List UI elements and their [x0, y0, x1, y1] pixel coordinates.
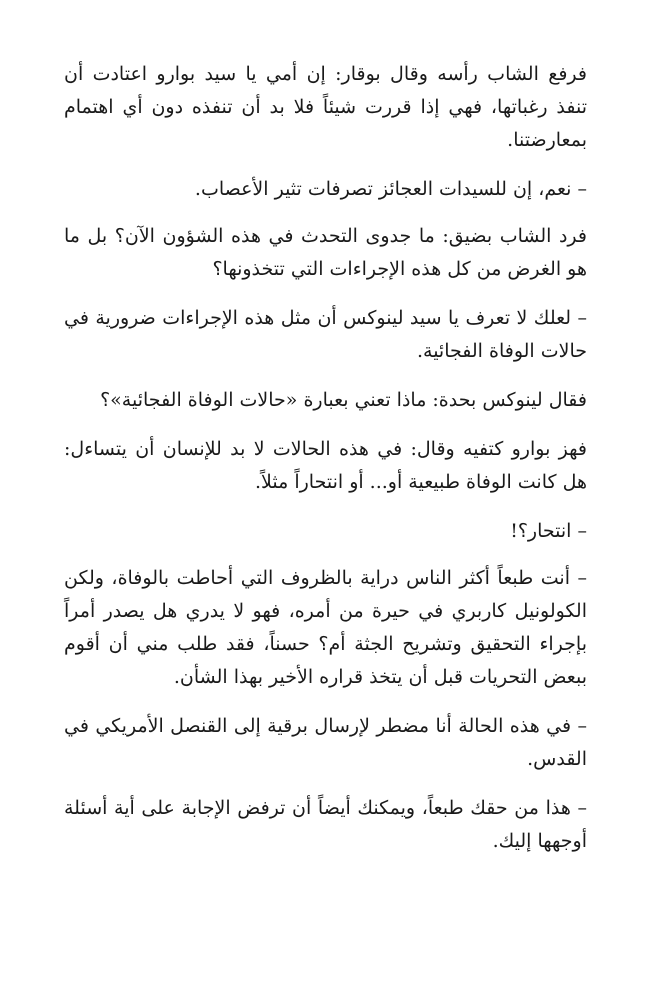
paragraph-2: – نعم، إن للسيدات العجائز تصرفات تثير الأعصاب.	[194, 178, 587, 200]
paragraph-9: – في هذه الحالة أنا مضطر لإرسال برقية إلى القنصل الأمريكي في القدس.	[64, 715, 587, 770]
paragraph-10: – هذا من حقك طبعاً، ويمكنك أيضاً أن ترفض الإجابة على أية أسئلة أوجهها إليك.	[64, 797, 587, 852]
book-page	[64, 58, 587, 874]
paragraph-7: – انتحار؟!	[510, 520, 587, 542]
paragraph-5: فقال لينوكس بحدة: ماذا تعني بعبارة «حالات الوفاة الفجائية»؟	[100, 389, 587, 411]
paragraph-3: فرد الشاب بضيق: ما جدوى التحدث في هذه الشؤون الآن؟ بل ما هو الغرض من كل هذه الإجراءات التي تتخذونها؟	[64, 225, 587, 280]
paragraph-8: – أنت طبعاً أكثر الناس دراية بالظروف التي أحاطت بالوفاة، ولكن الكولونيل كاربري في حيرة من أمره، فهو لا يدري هل يصدر أمراً بإجراء التحقيق وتشريح الجثة أم؟ حسناً، فقد طلب مني أن أقوم ببعض التحريات قبل أن يتخذ قراره الأخير بهذا الشأن.	[64, 567, 587, 688]
paragraph-6: فهز بوارو كتفيه وقال: في هذه الحالات لا بد للإنسان أن يتساءل: هل كانت الوفاة طبيعية أو... أو انتحاراً مثلاً.	[64, 438, 587, 493]
paragraph-1: فرفع الشاب رأسه وقال بوقار: إن أمي يا سيد بوارو اعتادت أن تنفذ رغباتها، فهي إذا قررت شيئاً فلا بد أن تنفذه دون أي اهتمام بمعارضتنا.	[64, 63, 587, 151]
paragraph-4: – لعلك لا تعرف يا سيد لينوكس أن مثل هذه الإجراءات ضرورية في حالات الوفاة الفجائية.	[64, 307, 587, 362]
